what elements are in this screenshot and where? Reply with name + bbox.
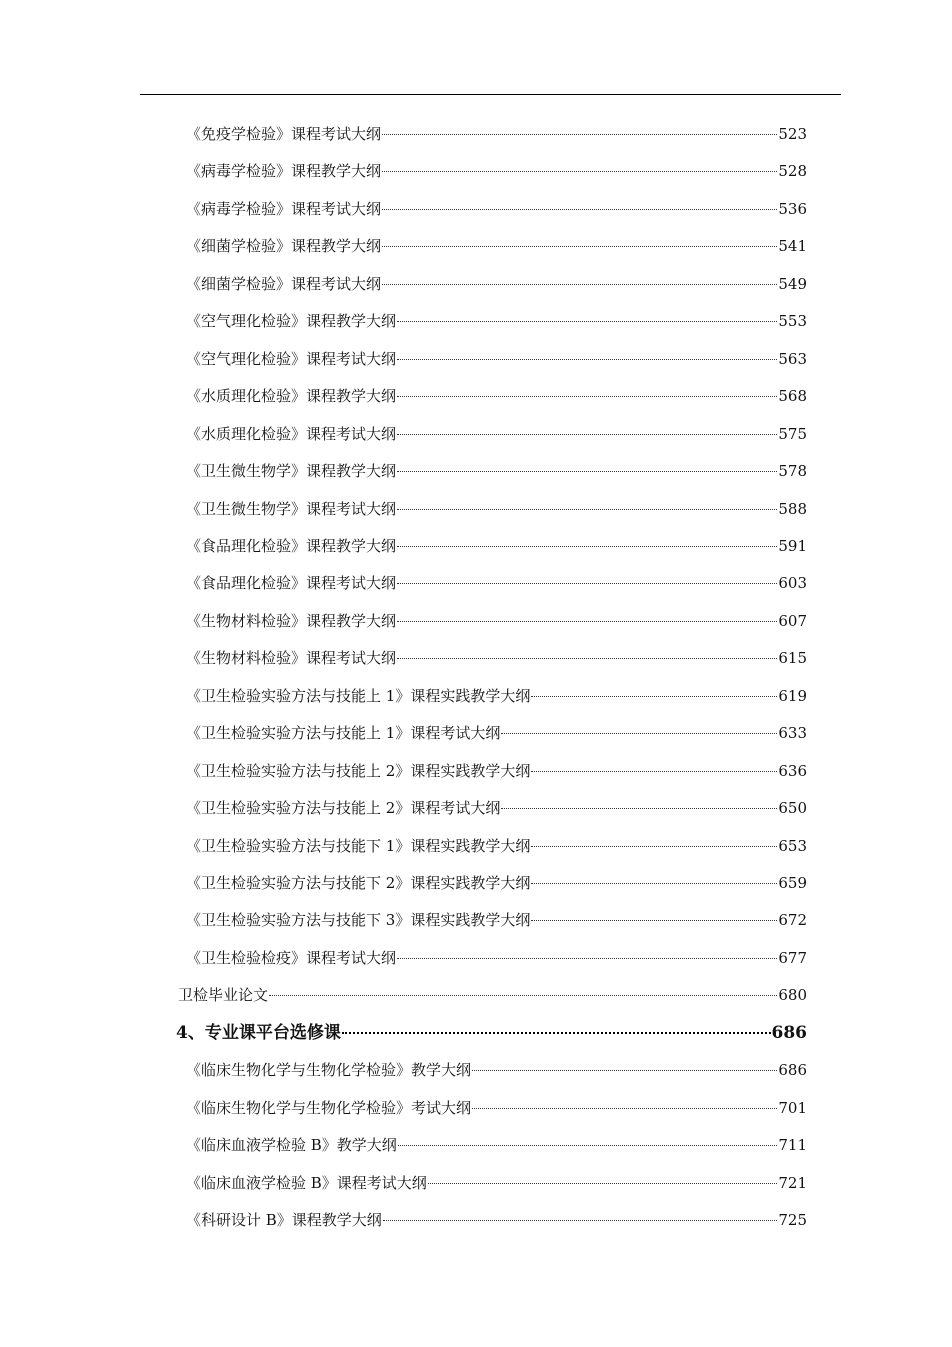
toc-entry[interactable] [186,535,807,557]
toc-entry[interactable] [186,498,807,520]
toc-dot-leader [342,1032,771,1034]
toc-dot-leader [382,171,777,172]
toc-entry-title: 《细菌学检验》课程教学大纲 [186,237,382,256]
toc-entry-title: 《卫生检验实验方法与技能下 1》课程实践教学大纲 [186,836,531,855]
toc-entry-title: 《水质理化检验》课程教学大纲 [186,387,397,406]
toc-dot-leader [382,134,777,135]
toc-dot-leader [501,808,777,809]
toc-entry-page-number: 541 [778,237,807,256]
toc-dot-leader [531,846,777,847]
toc-entry[interactable] [186,198,807,220]
toc-dot-leader [531,883,777,884]
toc-entry-page-number: 680 [778,986,807,1005]
toc-entry[interactable] [186,385,807,407]
toc-dot-leader [397,471,777,472]
toc-entry[interactable] [186,1172,807,1194]
toc-entry[interactable] [186,1134,807,1156]
toc-dot-leader [397,321,777,322]
toc-entry[interactable] [186,160,807,182]
toc-dot-leader [397,546,777,547]
toc-entry-page-number: 549 [778,274,807,293]
toc-entry[interactable] [186,647,807,669]
toc-entry-title: 《卫生检验实验方法与技能上 1》课程实践教学大纲 [186,686,531,705]
toc-entry-page-number: 677 [778,948,807,967]
toc-entry-page-number: 721 [778,1173,807,1192]
toc-entry[interactable] [186,760,807,782]
toc-dot-leader [397,958,777,959]
toc-entry-page-number: 523 [778,125,807,143]
toc-entry-page-number: 568 [778,387,807,406]
toc-dot-leader [397,658,777,659]
toc-entry[interactable] [186,872,807,894]
toc-entry-page-number: 553 [778,312,807,331]
toc-entry-page-number: 701 [778,1098,807,1117]
toc-dot-leader [531,920,777,921]
toc-dot-leader [397,621,777,622]
toc-entry-title: 《卫生微生物学》课程教学大纲 [186,462,397,481]
toc-entry-title: 《病毒学检验》课程教学大纲 [186,162,382,181]
toc-entry-page-number: 686 [771,1022,807,1043]
toc-dot-leader [382,284,777,285]
toc-entry[interactable] [186,310,807,332]
toc-entry[interactable] [186,348,807,370]
toc-entry[interactable] [186,423,807,445]
toc-entry-page-number: 588 [778,499,807,518]
toc-entry-title: 《病毒学检验》课程考试大纲 [186,199,382,218]
toc-entry-page-number: 591 [778,536,807,555]
toc-dot-leader [531,771,777,772]
toc-entry-page-number: 536 [778,199,807,218]
toc-dot-leader [397,509,777,510]
toc-entry[interactable] [186,123,807,145]
toc-entry[interactable] [186,797,807,819]
toc-entry-title: 《空气理化检验》课程教学大纲 [186,312,397,331]
toc-entry-page-number: 578 [778,462,807,481]
toc-entry[interactable] [186,1097,807,1119]
toc-entry-page-number: 575 [778,424,807,443]
toc-dot-leader [501,733,777,734]
toc-entry-page-number: 659 [778,874,807,892]
toc-entry[interactable] [186,572,807,594]
toc-entry-title: 《卫生微生物学》课程考试大纲 [186,499,397,518]
toc-entry-title: 《临床血液学检验 B》教学大纲 [186,1136,397,1155]
toc-entry-title: 《卫生检验检疫》课程考试大纲 [186,948,397,967]
toc-entry[interactable] [186,460,807,482]
toc-entry[interactable] [186,835,807,857]
toc-entry-title: 《卫生检验实验方法与技能上 2》课程实践教学大纲 [186,761,531,780]
toc-entry-title: 《生物材料检验》课程教学大纲 [186,611,397,630]
toc-entry-title: 《空气理化检验》课程考试大纲 [186,349,397,368]
toc-dot-leader [472,1070,777,1071]
toc-dot-leader [397,434,777,435]
toc-entry-page-number: 607 [778,611,807,630]
toc-entry-title: 4、专业课平台选修课 [176,1022,341,1043]
toc-entry-page-number: 686 [778,1061,807,1080]
toc-dot-leader [428,1183,778,1184]
toc-entry-title: 《生物材料检验》课程考试大纲 [186,649,397,668]
toc-entry[interactable] [186,235,807,257]
toc-entry-page-number: 563 [778,349,807,368]
toc-section-heading[interactable] [176,1022,807,1044]
toc-entry-page-number: 528 [778,162,807,181]
toc-entry-title: 《卫生检验实验方法与技能下 2》课程实践教学大纲 [186,874,531,892]
toc-entry[interactable] [178,984,807,1006]
toc-entry[interactable] [186,273,807,295]
toc-entry-title: 《科研设计 B》课程教学大纲 [186,1211,382,1230]
toc-entry-page-number: 653 [778,836,807,855]
toc-entry-title: 《食品理化检验》课程考试大纲 [186,574,397,593]
toc-entry-title: 《细菌学检验》课程考试大纲 [186,274,382,293]
toc-entry[interactable] [186,909,807,931]
toc-entry[interactable] [186,1059,807,1081]
toc-entry-title: 《水质理化检验》课程考试大纲 [186,424,397,443]
toc-dot-leader [531,696,777,697]
toc-entry-page-number: 725 [778,1211,807,1230]
toc-entry-page-number: 615 [778,649,807,668]
toc-entry-page-number: 619 [778,686,807,705]
toc-entry-title: 卫检毕业论文 [178,986,269,1005]
toc-dot-leader [269,995,777,996]
toc-entry-title: 《食品理化检验》课程教学大纲 [186,536,397,555]
toc-entry-title: 《卫生检验实验方法与技能下 3》课程实践教学大纲 [186,911,531,930]
toc-entry-page-number: 636 [778,761,807,780]
toc-entry-title: 《卫生检验实验方法与技能上 1》课程考试大纲 [186,724,501,743]
toc-dot-leader [397,396,777,397]
toc-entry[interactable] [186,722,807,744]
toc-dot-leader [397,359,777,360]
toc-entry-page-number: 672 [778,911,807,930]
toc-entry-page-number: 633 [778,724,807,743]
toc-entry-title: 《临床生物化学与生物化学检验》考试大纲 [186,1098,472,1117]
toc-entry-title: 《免疫学检验》课程考试大纲 [186,125,382,143]
toc-entry-page-number: 711 [778,1136,807,1155]
toc-entry[interactable] [186,1209,807,1231]
toc-dot-leader [398,1145,778,1146]
toc-entry-title: 《卫生检验实验方法与技能上 2》课程考试大纲 [186,799,501,818]
toc-dot-leader [382,209,777,210]
toc-entry[interactable] [186,610,807,632]
toc-dot-leader [472,1108,777,1109]
toc-entry-page-number: 650 [778,799,807,818]
header-rule [140,94,841,95]
toc-entry-title: 《临床生物化学与生物化学检验》教学大纲 [186,1061,472,1080]
toc-dot-leader [383,1220,778,1221]
toc-entry[interactable] [186,685,807,707]
toc-entry-title: 《临床血液学检验 B》课程考试大纲 [186,1173,427,1192]
toc-dot-leader [397,583,777,584]
toc-dot-leader [382,246,777,247]
toc-entry[interactable] [186,947,807,969]
toc-entry-page-number: 603 [778,574,807,593]
